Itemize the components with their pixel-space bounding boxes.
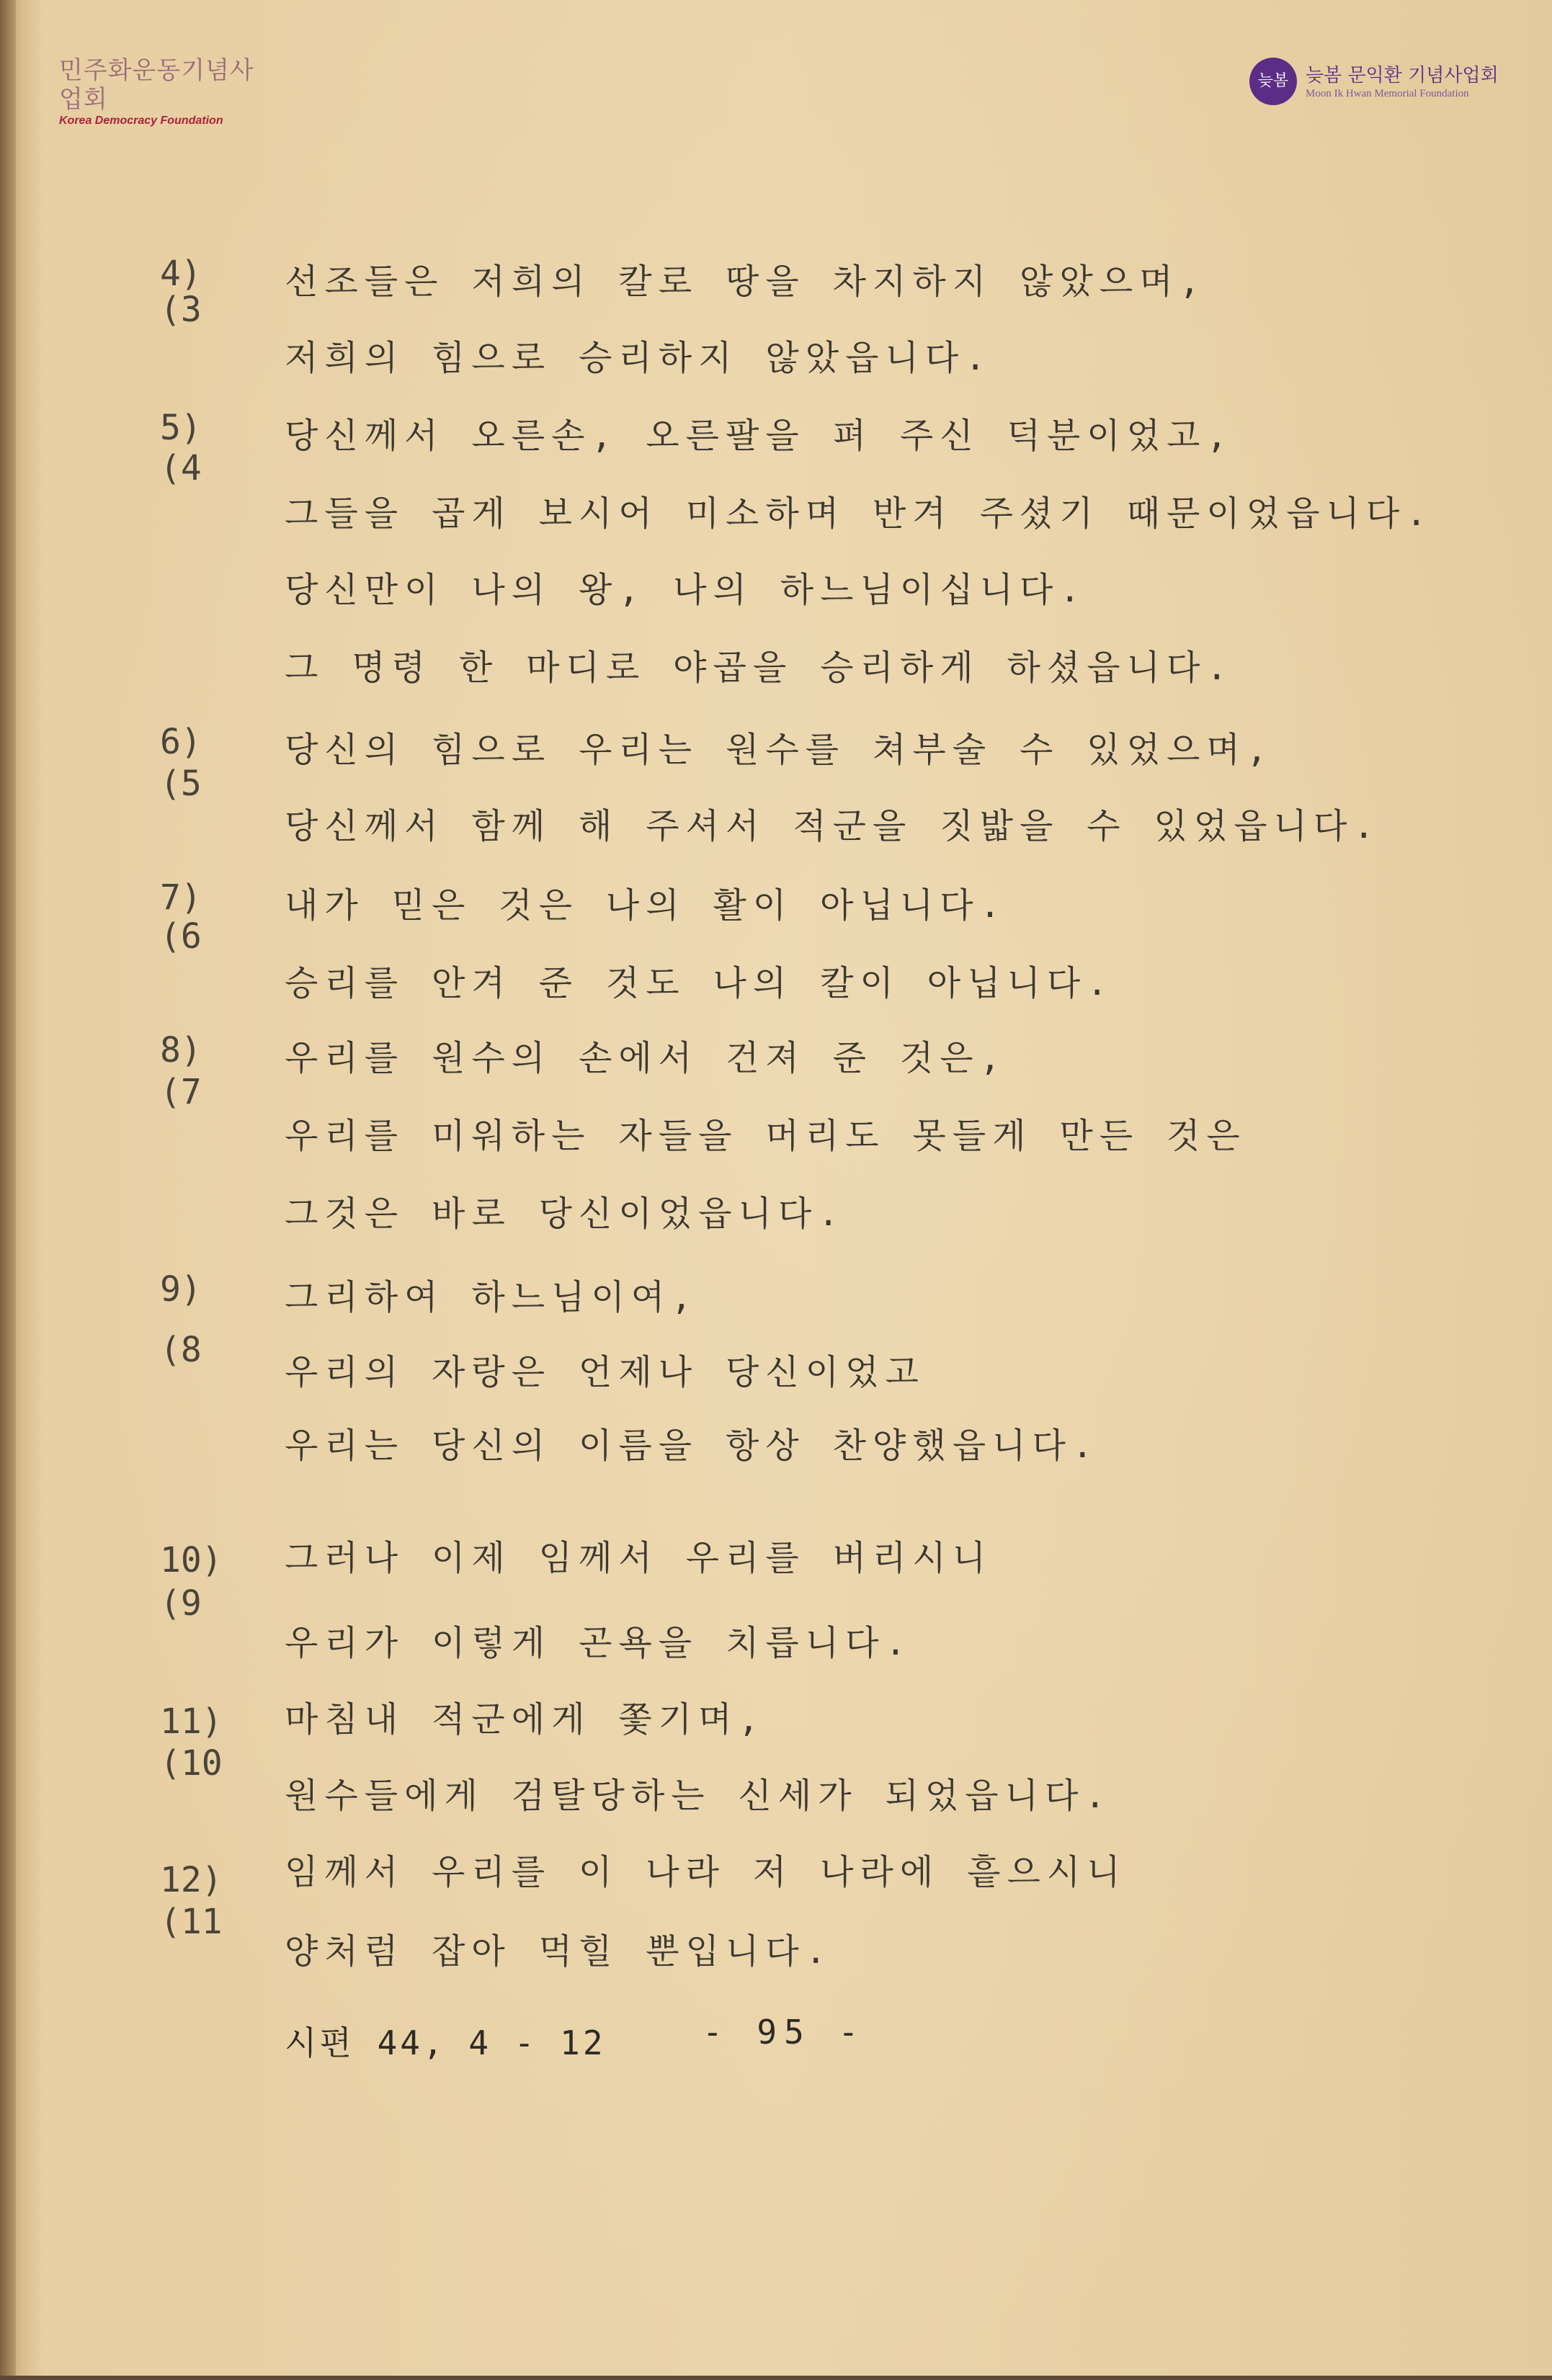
- verse-number: 9): [160, 1269, 202, 1310]
- korea-democracy-foundation-logo: [59, 56, 275, 128]
- text-line: 우리를 미워하는 자들을 머리도 못들게 만든 것은: [285, 1116, 1246, 1156]
- verse-number: 10): [160, 1540, 223, 1580]
- verse-number: 11): [160, 1701, 223, 1742]
- text-line: 선조들은 저희의 칼로 땅을 차지하지 않았으며,: [285, 261, 1207, 302]
- left-logo-korean: 민주화운동기념사업회: [59, 56, 254, 114]
- text-line: 우리는 당신의 이름을 항상 찬양했읍니다.: [285, 1426, 1100, 1466]
- verse-number: 12): [160, 1860, 223, 1900]
- text-line: 그것은 바로 당신이었읍니다.: [285, 1194, 846, 1234]
- verse-number: (9: [160, 1583, 202, 1624]
- verse-number: (3: [160, 290, 202, 330]
- moon-ik-hwan-foundation-logo: [1249, 58, 1538, 108]
- verse-number: 4): [160, 254, 202, 294]
- text-line: 양처럼 잡아 먹힐 뿐입니다.: [285, 1931, 833, 1972]
- verse-number: (6: [160, 916, 202, 957]
- book-spine: [0, 0, 16, 2380]
- text-line: 원수들에게 검탈당하는 신세가 되었읍니다.: [285, 1776, 1112, 1816]
- verse-number: (10: [160, 1743, 223, 1784]
- neutbom-emblem-icon: 늦봄: [1249, 58, 1297, 105]
- scan-bottom-edge: [0, 2376, 1552, 2380]
- text-line: 당신의 힘으로 우리는 원수를 쳐부술 수 있었으며,: [285, 730, 1274, 770]
- text-line: 그들을 곱게 보시어 미소하며 반겨 주셨기 때문이었읍니다.: [285, 493, 1434, 534]
- right-logo-english: Moon Ik Hwan Memorial Foundation: [1306, 88, 1469, 99]
- verse-number: (5: [160, 764, 202, 804]
- verse-number: (4: [160, 448, 202, 488]
- text-line: 그리하여 하느님이여,: [285, 1277, 699, 1318]
- text-line: 저희의 힘으로 승리하지 않았읍니다.: [285, 338, 993, 378]
- text-line: 그러나 이제 임께서 우리를 버리시니: [285, 1538, 993, 1578]
- verse-number: 6): [160, 722, 202, 762]
- text-line: 우리를 원수의 손에서 건져 준 것은,: [285, 1038, 1007, 1078]
- text-line: 우리의 자랑은 언제나 당신이었고: [285, 1352, 925, 1392]
- right-logo-korean: 늦봄 문익환 기념사업회: [1306, 65, 1499, 86]
- text-line: 마침내 적군에게 쫓기며,: [285, 1699, 766, 1740]
- verse-number: 8): [160, 1030, 202, 1070]
- text-line: 당신만이 나의 왕, 나의 하느님이십니다.: [285, 570, 1087, 610]
- verse-number: 7): [160, 877, 202, 918]
- verse-number: (7: [160, 1072, 202, 1112]
- page-number: - 95 -: [703, 2013, 866, 2052]
- text-line: 임께서 우리를 이 나라 저 나라에 흩으시니: [285, 1852, 1127, 1892]
- text-line: 그 명령 한 마디로 야곱을 승리하게 하셨읍니다.: [285, 648, 1234, 688]
- text-line: 당신께서 함께 해 주셔서 적군을 짓밟을 수 있었읍니다.: [285, 806, 1381, 846]
- text-line: 우리가 이렇게 곤욕을 치릅니다.: [285, 1623, 913, 1663]
- scripture-reference: 시편 44, 4 - 12: [285, 2023, 606, 2062]
- left-logo-english: Korea Democracy Foundation: [59, 115, 223, 127]
- text-line: 승리를 안겨 준 것도 나의 칼이 아닙니다.: [285, 963, 1115, 1003]
- verse-number: (8: [160, 1330, 202, 1370]
- verse-number: 5): [160, 408, 202, 448]
- text-line: 당신께서 오른손, 오른팔을 펴 주신 덕분이었고,: [285, 416, 1234, 456]
- verse-number: (11: [160, 1902, 223, 1942]
- text-line: 내가 믿은 것은 나의 활이 아닙니다.: [285, 885, 1007, 926]
